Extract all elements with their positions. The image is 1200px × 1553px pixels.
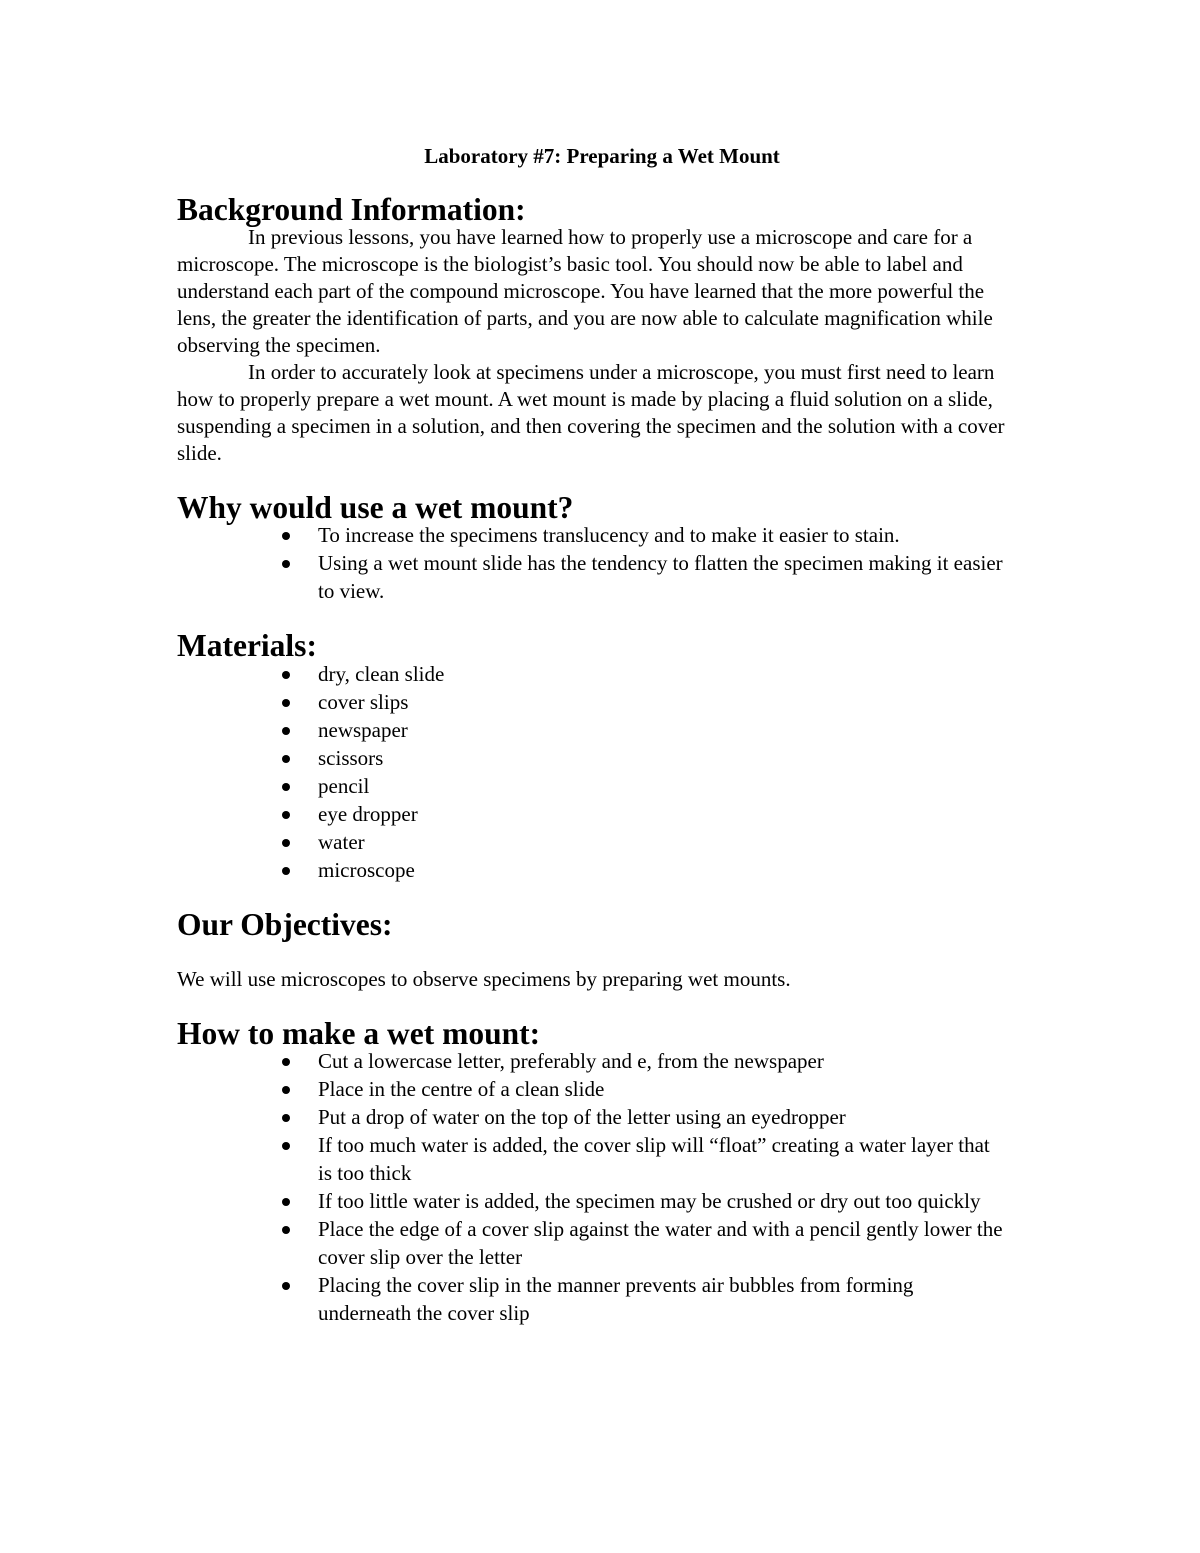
howto-list xyxy=(177,1047,1027,1327)
bullet-icon xyxy=(282,699,290,707)
why-list xyxy=(177,521,1027,605)
objectives-heading: Our Objectives: xyxy=(177,907,393,943)
howto-section xyxy=(177,1015,1027,1327)
why-heading: Why would use a wet mount? xyxy=(177,489,574,525)
bullet-icon xyxy=(282,755,290,763)
list-item: microscope xyxy=(318,856,1027,884)
list-item: Using a wet mount slide has the tendency to flatten the specimen making it easier to view. xyxy=(318,549,1027,605)
bullet-icon xyxy=(282,532,290,540)
bullet-icon xyxy=(282,1282,290,1290)
background-paragraph-2: In order to accurately look at specimens under a microscope, you must first need to learn how to properly prepare a wet mount. A wet mount is made by placing a fluid solution on a slide, suspending a specimen in a solution, and then covering the specimen and the solution with a cover slide. xyxy=(177,359,1005,465)
bullet-icon xyxy=(282,560,290,568)
bullet-icon xyxy=(282,1086,290,1094)
bullet-icon xyxy=(282,1114,290,1122)
bullet-icon xyxy=(282,1226,290,1234)
list-item: Placing the cover slip in the manner prevents air bubbles from forming underneath the cover slip xyxy=(318,1271,1027,1327)
list-item: scissors xyxy=(318,744,1027,772)
bullet-icon xyxy=(282,783,290,791)
list-item: dry, clean slide xyxy=(318,660,1027,688)
list-item: water xyxy=(318,828,1027,856)
bullet-icon xyxy=(282,811,290,819)
bullet-icon xyxy=(282,839,290,847)
list-item: Place the edge of a cover slip against the water and with a pencil gently lower the cover slip over the letter xyxy=(318,1215,1027,1271)
background-paragraph-1: In previous lessons, you have learned how to properly use a microscope and care for a microscope. The microscope is the biologist’s basic tool. You should now be able to label and understand each part of the compound microscope. You have learned that the more powerful the lens, the greater the identification of parts, and you are now able to calculate magnification while observing the specimen. xyxy=(177,224,993,357)
why-section xyxy=(177,489,1027,605)
materials-section xyxy=(177,628,1027,883)
background-heading: Background Information: xyxy=(177,192,526,228)
list-item: Place in the centre of a clean slide xyxy=(318,1075,1027,1103)
bullet-icon xyxy=(282,1198,290,1206)
background-section xyxy=(177,192,1027,466)
bullet-icon xyxy=(282,671,290,679)
list-item: To increase the specimens translucency and to make it easier to stain. xyxy=(318,521,1027,549)
document-content xyxy=(177,143,1027,1327)
bullet-icon xyxy=(282,1058,290,1066)
list-item: Put a drop of water on the top of the letter using an eyedropper xyxy=(318,1103,1027,1131)
howto-heading: How to make a wet mount: xyxy=(177,1015,541,1051)
objectives-text: We will use microscopes to observe specimens by preparing wet mounts. xyxy=(177,966,791,991)
list-item: newspaper xyxy=(318,716,1027,744)
list-item: If too little water is added, the specimen may be crushed or dry out too quickly xyxy=(318,1187,1027,1215)
objectives-section xyxy=(177,907,1027,993)
materials-heading: Materials: xyxy=(177,628,317,664)
list-item: cover slips xyxy=(318,688,1027,716)
bullet-icon xyxy=(282,727,290,735)
list-item: Cut a lowercase letter, preferably and e, from the newspaper xyxy=(318,1047,1027,1075)
list-item: pencil xyxy=(318,772,1027,800)
list-item: eye dropper xyxy=(318,800,1027,828)
bullet-icon xyxy=(282,867,290,875)
document-title: Laboratory #7: Preparing a Wet Mount xyxy=(424,144,780,168)
bullet-icon xyxy=(282,1142,290,1150)
materials-list xyxy=(177,660,1027,884)
list-item: If too much water is added, the cover slip will “float” creating a water layer that is too thick xyxy=(318,1131,1027,1187)
